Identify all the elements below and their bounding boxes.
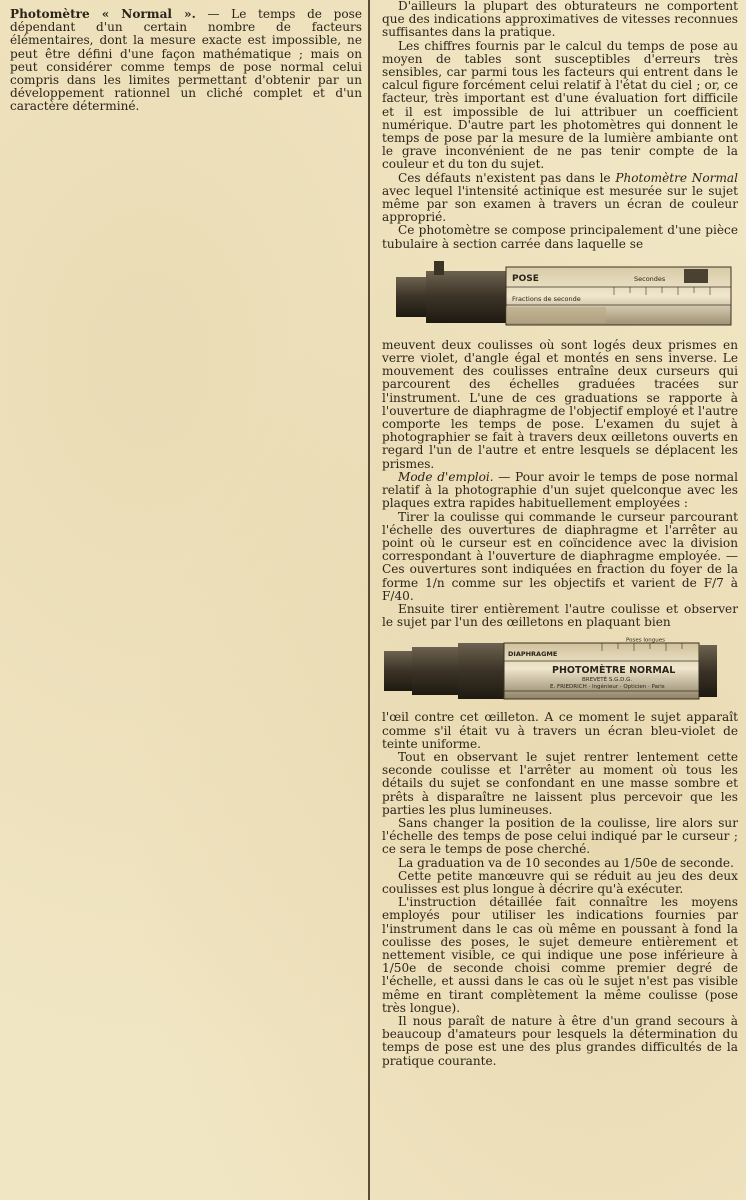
paragraph-2: Les chiffres fournis par le calcul du temps de pose au moyen de tables sont susceptibles d'erreurs très sensibles, car parmi tous les facteurs qui entrent dans le calcul figure forcément celui relatif à l'état du ciel ; or, ce facteur, très important est d'une évaluation fort difficile et il est impossible de lui attribuer un coefficient numérique. D'autre part les photomètres qui donnent le temps de pose par la mesure de la lumière ambiante ont le grave inconvénient de ne pas tenir compte de la couleur et du ton du sujet. [382, 38, 738, 172]
mode-emploi-heading: Mode d'emploi. [398, 469, 494, 484]
photometer-illustration-2 [382, 635, 738, 707]
paragraph-13: Cette petite manœuvre qui se réduit au jeu des deux coulisses est plus longue à décrire qu'à exécuter. [382, 868, 738, 896]
paragraph-12: La graduation va de 10 secondes au 1/50e de seconde. [398, 855, 734, 870]
fig1-label-pose: POSE [512, 273, 539, 284]
paragraph-7: Tirer la coulisse qui commande le curseur parcourant l'échelle des ouvertures de diaphragme et l'arrêter au point où le curseur est en coïncidence avec la division correspondant à l'ouverture de diaphragme employée. — Ces ouvertures sont indiquées en fraction du foyer de la forme 1/n comme sur les objectifs et varient de F/7 à F/40. [382, 509, 738, 603]
paragraph-3-end: avec lequel l'intensité actinique est mesurée sur le sujet même par son examen à travers un écran de couleur approprié. [382, 183, 738, 225]
fig2-label-poses-longues: Poses longues [626, 637, 665, 644]
right-column [382, 0, 738, 1068]
fig2-label-brevete: BREVETÉ S.G.D.G. [582, 677, 633, 684]
paragraph-11: Sans changer la position de la coulisse, lire alors sur l'échelle des temps de pose celui indiqué par le curseur ; ce sera le temps de pose cherché. [382, 815, 738, 857]
fig2-label-maker: E. FRIEDRICH · Ingénieur · Opticien · Paris [550, 684, 665, 691]
fig1-label-fractions: Fractions de seconde [512, 294, 581, 303]
intro-paragraph [10, 8, 362, 114]
photometer-illustration-1 [394, 257, 738, 335]
left-column [10, 8, 362, 114]
paragraph-6-text: — Pour avoir le temps de pose normal relatif à la photographie d'un sujet quelconque avec les plaques extra rapides habituellement employées : [382, 469, 738, 511]
paragraph-15: Il nous paraît de nature à être d'un grand secours à beaucoup d'amateurs pour lesquels la détermination du temps de pose est une des plus grandes difficultés de la pratique courante. [382, 1014, 738, 1068]
paragraph-5: meuvent deux coulisses où sont logés deux prismes en verre violet, d'angle égal et montés en sens inverse. Le mouvement des coulisses entraîne deux curseurs qui parcourent des échelles graduées tracées sur l'instrument. L'une de ces graduations se rapporte à l'ouverture de diaphragme de l'objectif employé et l'autre comporte les temps de pose. L'examen du sujet à photographier se fait à travers deux œilletons ouverts en regard l'un de l'autre et entre lesquels se déplacent les prismes. [382, 337, 738, 471]
paragraph-6 [382, 471, 738, 511]
paragraph-8: Ensuite tirer entièrement l'autre coulisse et observer le sujet par l'un des œilletons en plaquant bien [382, 601, 738, 630]
photometer-drawing-1 [394, 257, 734, 335]
intro-text: — Le temps de pose dépendant d'un certain nombre de facteurs élémentaires, dont la mesure exacte est impossible, ne peut être défini d'une façon mathématique ; mais on peut considérer comme temps de pose normal celui compris dans les limites permettant d'obtenir par un développement rationnel un cliché complet et d'un caractère déterminé. [10, 7, 362, 114]
paragraph-3 [382, 172, 738, 225]
fig2-label-title: PHOTOMÈTRE NORMAL [552, 665, 676, 677]
paragraph-14: L'instruction détaillée fait connaître les moyens employés pour utiliser les indications fournies par l'instrument dans le cas où même en poussant à fond la coulisse des poses, le sujet demeure entièrement et nettement visible, ce qui indique une pose inférieure à 1/50e de seconde choisi comme premier degré de l'échelle, et aussi dans le cas où le sujet n'est pas visible même en tirant complètement la même coulisse (pose très longue). [382, 895, 738, 1015]
paragraph-1: D'ailleurs la plupart des obturateurs ne comportent que des indications approximatives de vitesses reconnues suffisantes dans la pratique. [382, 0, 738, 40]
product-name: Photomètre Normal [615, 170, 738, 185]
paragraph-9: l'œil contre cet œilleton. A ce moment le sujet apparaît comme s'il était vu à travers un écran bleu-violet de teinte uniforme. [382, 710, 738, 751]
column-divider [368, 0, 370, 1200]
paragraph-3-start: Ces défauts n'existent pas dans le [398, 170, 616, 185]
fig2-label-diaphragme: DIAPHRAGME [508, 650, 558, 659]
photometer-drawing-2 [382, 635, 722, 707]
article-heading: Photomètre « Normal ». [10, 7, 196, 21]
paragraph-4: Ce photomètre se compose principalement d'une pièce tubulaire à section carrée dans laquelle se [382, 223, 738, 251]
paragraph-10: Tout en observant le sujet rentrer lentement cette seconde coulisse et l'arrêter au moment où tous les détails du sujet se confondant en une masse sombre et prêts à disparaître ne laissent plus percevoir que les parties les plus lumineuses. [382, 749, 738, 817]
fig1-label-secondes: Secondes [634, 274, 666, 283]
